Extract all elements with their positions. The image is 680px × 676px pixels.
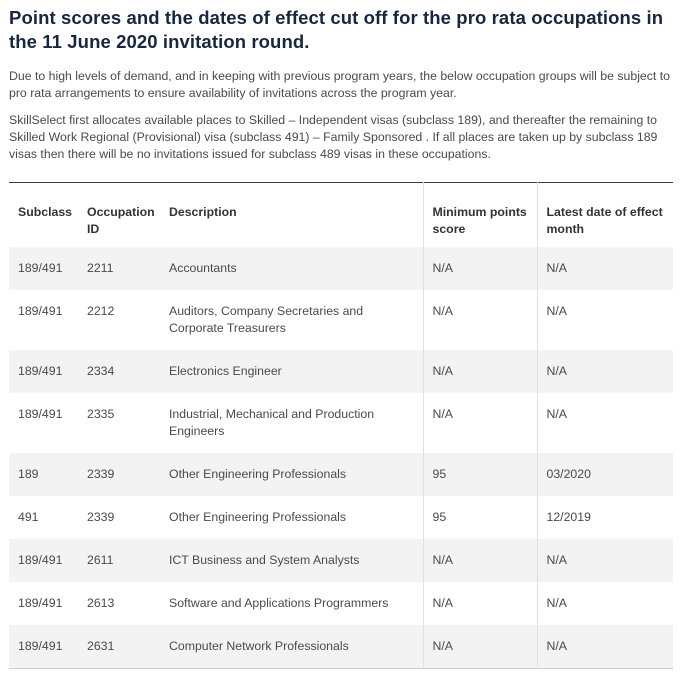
cell-subclass: 189/491 (18, 639, 63, 653)
cell-subclass: 189/491 (18, 261, 63, 275)
table-row (9, 350, 673, 393)
header-occupation-id: Occupation ID (87, 205, 155, 236)
cell-subclass: 189/491 (18, 596, 63, 610)
header-subclass: Subclass (18, 205, 72, 219)
table-row (9, 453, 673, 496)
cell-description: ICT Business and System Analysts (169, 553, 360, 567)
cell-minimum-points: 95 (423, 496, 537, 539)
cell-minimum-points: N/A (423, 539, 537, 582)
cell-subclass: 189 (18, 467, 39, 481)
cell-latest-date: N/A (537, 247, 673, 290)
cell-minimum-points: 95 (423, 453, 537, 496)
header-description: Description (169, 205, 237, 219)
cell-description: Software and Applications Programmers (169, 596, 389, 610)
intro-paragraph: Due to high levels of demand, and in keeping with previous program years, the below occupation groups will be subject to pro rata arrangements to ensure availability of invitations across the program year. (9, 69, 670, 100)
cell-minimum-points: N/A (423, 582, 537, 625)
occupations-table (9, 182, 673, 669)
cell-latest-date: N/A (537, 350, 673, 393)
cell-occupation-id: 2631 (87, 639, 115, 653)
table-row (9, 496, 673, 539)
cell-subclass: 189/491 (18, 407, 63, 421)
cell-occupation-id: 2335 (87, 407, 115, 421)
cell-latest-date: N/A (537, 539, 673, 582)
cell-occupation-id: 2613 (87, 596, 115, 610)
cell-subclass: 189/491 (18, 364, 63, 378)
table-row (9, 625, 673, 668)
cell-latest-date: N/A (537, 582, 673, 625)
cell-minimum-points: N/A (423, 350, 537, 393)
cell-occupation-id: 2339 (87, 510, 115, 524)
table-body (9, 247, 673, 668)
cell-latest-date: 03/2020 (537, 453, 673, 496)
cell-occupation-id: 2212 (87, 304, 115, 318)
cell-description: Other Engineering Professionals (169, 467, 347, 481)
cell-minimum-points: N/A (423, 247, 537, 290)
table-row (9, 247, 673, 290)
cell-minimum-points: N/A (423, 393, 537, 453)
cell-occupation-id: 2611 (87, 553, 114, 567)
header-latest-date: Latest date of effect month (537, 183, 673, 248)
cell-latest-date: N/A (537, 393, 673, 453)
table-row (9, 582, 673, 625)
skillselect-paragraph: SkillSelect first allocates available places to Skilled – Independent visas (subclass 189), and thereafter the remaining to Skilled Work Regional (Provisional) visa (subclass 491) – Family Sponsored . If all places are taken up by subclass 189 visas then there will be no invitations issued for subclass 489 visas in these occupations. (9, 113, 658, 161)
cell-minimum-points: N/A (423, 625, 537, 668)
cell-description: Electronics Engineer (169, 364, 282, 378)
cell-minimum-points: N/A (423, 290, 537, 350)
cell-latest-date: N/A (537, 625, 673, 668)
table-row (9, 393, 673, 453)
page-title: Point scores and the dates of effect cut off for the pro rata occupations in the 11 June 2020 invitation round. (9, 7, 664, 52)
cell-subclass: 491 (18, 510, 39, 524)
cell-latest-date: 12/2019 (537, 496, 673, 539)
cell-description: Accountants (169, 261, 237, 275)
cell-subclass: 189/491 (18, 553, 63, 567)
table-header-row (9, 183, 673, 248)
cell-occupation-id: 2339 (87, 467, 115, 481)
table-row (9, 539, 673, 582)
cell-occupation-id: 2334 (87, 364, 115, 378)
cell-description: Auditors, Company Secretaries and Corporate Treasurers (169, 304, 364, 335)
cell-subclass: 189/491 (18, 304, 63, 318)
cell-description: Other Engineering Professionals (169, 510, 347, 524)
header-minimum-points: Minimum points score (423, 183, 537, 248)
cell-description: Computer Network Professionals (169, 639, 349, 653)
table-row (9, 290, 673, 350)
cell-occupation-id: 2211 (87, 261, 114, 275)
cell-latest-date: N/A (537, 290, 673, 350)
cell-description: Industrial, Mechanical and Production Engineers (169, 407, 375, 438)
